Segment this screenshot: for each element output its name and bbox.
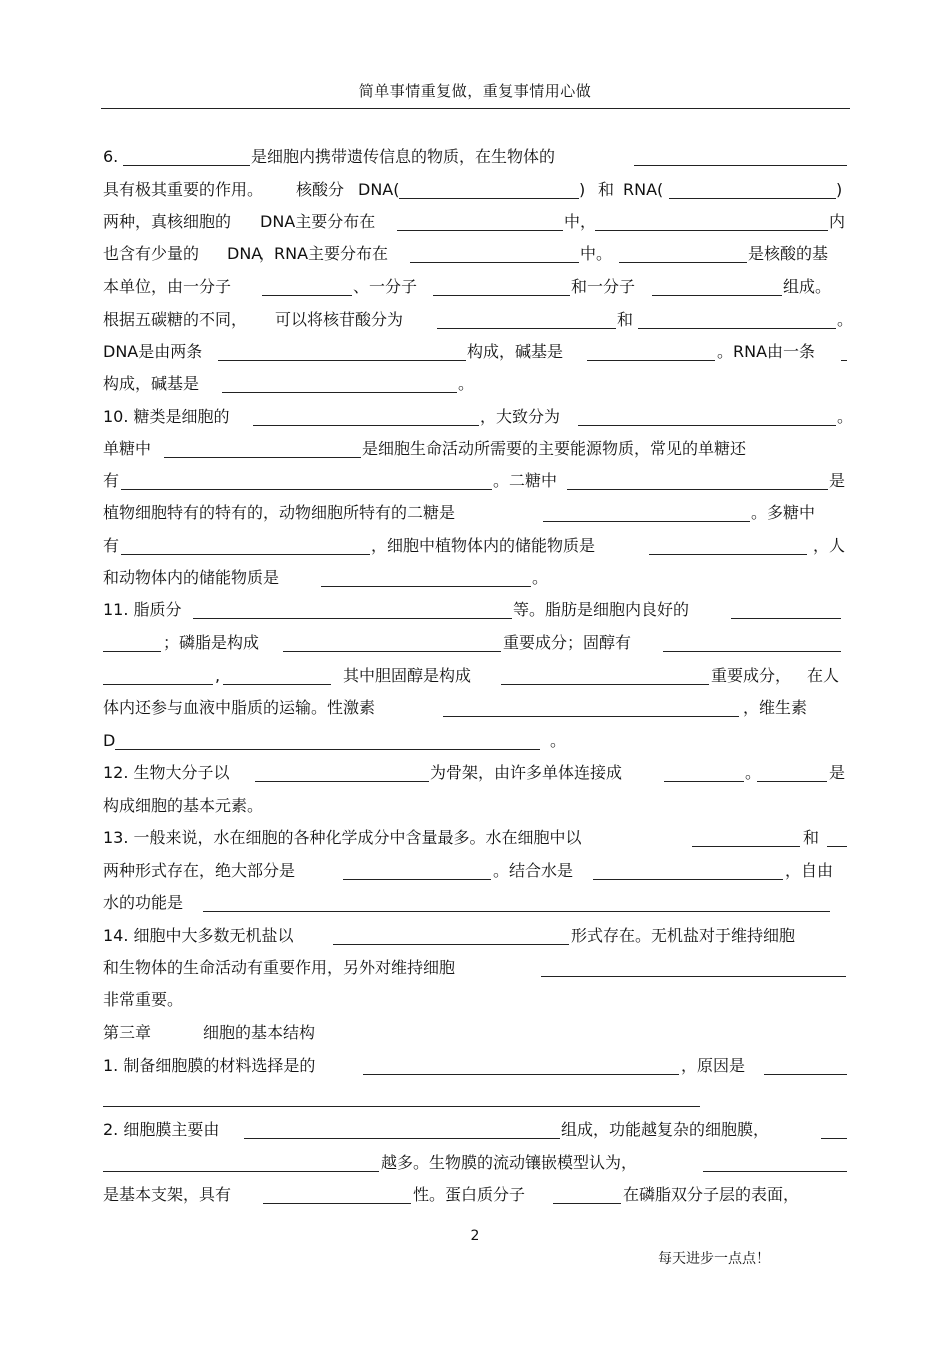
answer-blank[interactable] — [203, 911, 830, 912]
answer-blank[interactable] — [634, 165, 847, 166]
answer-blank[interactable] — [321, 586, 531, 587]
text-line — [103, 371, 847, 397]
text-segment: 是 — [829, 471, 846, 490]
text-segment: 14. 细胞中大多数无机盐以 — [103, 926, 294, 945]
text-segment: 。多糖中 — [751, 503, 816, 522]
answer-blank[interactable] — [103, 1171, 379, 1172]
text-line — [103, 728, 847, 754]
text-segment: 和 — [803, 828, 820, 847]
text-line — [103, 1117, 847, 1143]
text-segment: 。 — [532, 568, 549, 587]
text-segment: 是细胞生命活动所需要的主要能源物质，常见的单糖还 — [362, 439, 747, 458]
answer-blank[interactable] — [764, 1074, 847, 1075]
text-segment: 。二糖中 — [493, 471, 558, 490]
answer-blank[interactable] — [703, 1171, 847, 1172]
text-line — [103, 274, 847, 300]
text-line — [103, 695, 847, 721]
answer-blank[interactable] — [664, 781, 744, 782]
answer-blank[interactable] — [757, 781, 827, 782]
answer-blank[interactable] — [541, 976, 846, 977]
answer-blank[interactable] — [827, 846, 847, 847]
answer-blank[interactable] — [223, 684, 331, 685]
text-line — [103, 436, 847, 462]
text-segment: 形式存在。无机盐对于维持细胞 — [571, 926, 796, 945]
text-segment: 1. 制备细胞膜的材料选择是的 — [103, 1056, 316, 1075]
answer-blank[interactable] — [244, 1138, 560, 1139]
text-segment: ) — [579, 180, 586, 199]
text-segment: 中， — [564, 212, 597, 231]
header-slogan: 简单事情重复做，重复事情用心做 — [358, 82, 592, 100]
answer-blank[interactable] — [638, 328, 836, 329]
answer-blank[interactable] — [222, 392, 457, 393]
answer-blank[interactable] — [587, 360, 715, 361]
text-segment: 是 — [829, 763, 846, 782]
text-segment: , — [215, 666, 221, 685]
text-segment: 。 — [837, 407, 854, 426]
text-segment: 其中胆固醇是构成 — [343, 666, 472, 685]
text-segment: 构成细胞的基本元素。 — [103, 796, 264, 815]
text-segment: ， — [259, 244, 276, 263]
text-segment: 和 — [617, 310, 634, 329]
answer-blank[interactable] — [443, 716, 739, 717]
text-segment: 6. — [103, 147, 119, 166]
page-number: 2 — [470, 1228, 480, 1244]
text-segment: 单糖中 — [103, 439, 152, 458]
text-line — [103, 404, 854, 430]
text-segment: ，原因是 — [681, 1056, 746, 1075]
text-segment: DNA是由两条 — [103, 342, 203, 361]
chapter-title: 细胞的基本结构 — [203, 1023, 316, 1042]
answer-blank[interactable] — [433, 295, 570, 296]
answer-blank[interactable] — [553, 1203, 621, 1204]
text-segment: 重要成分， — [711, 666, 792, 685]
text-segment: 可以将核苷酸分为 — [275, 310, 404, 329]
answer-blank[interactable] — [578, 425, 836, 426]
text-segment: 。 — [837, 310, 854, 329]
text-segment: 是基本支架，具有 — [103, 1185, 232, 1204]
text-segment: 在磷脂双分子层的表面， — [623, 1185, 800, 1204]
text-segment: 组成，功能越复杂的细胞膜， — [561, 1120, 770, 1139]
text-segment: 和生物体的生命活动有重要作用，另外对维持细胞 — [103, 958, 456, 977]
answer-blank[interactable] — [115, 749, 540, 750]
text-segment: 。 — [745, 763, 762, 782]
text-segment: 2. 细胞膜主要由 — [103, 1120, 220, 1139]
answer-blank[interactable] — [652, 295, 782, 296]
text-segment: 组成。 — [783, 277, 832, 296]
text-segment: 有 — [103, 536, 120, 555]
answer-blank[interactable] — [103, 1106, 700, 1107]
text-segment: DNA — [227, 244, 263, 263]
header-rule — [101, 108, 850, 109]
answer-blank[interactable] — [397, 230, 563, 231]
answer-blank[interactable] — [343, 879, 491, 880]
text-segment: ，人 — [813, 536, 846, 555]
text-segment: ，维生素 — [743, 698, 808, 717]
chapter-label: 第三章 — [103, 1023, 152, 1042]
answer-blank[interactable] — [649, 554, 807, 555]
text-segment: 也含有少量的 — [103, 244, 200, 263]
text-segment: 和动物体内的储能物质是 — [103, 568, 280, 587]
text-segment: 12. 生物大分子以 — [103, 763, 230, 782]
text-line — [103, 987, 847, 1013]
chapter-heading — [103, 1020, 847, 1046]
text-line — [103, 500, 847, 526]
answer-blank[interactable] — [669, 198, 836, 199]
text-segment: 在人 — [807, 666, 840, 685]
answer-blank[interactable] — [121, 554, 370, 555]
text-segment: 是核酸的基 — [748, 244, 829, 263]
answer-blank[interactable] — [164, 457, 361, 458]
text-segment: 是细胞内携带遗传信息的物质，在生物体的 — [251, 147, 556, 166]
text-line — [103, 793, 847, 819]
text-segment: 构成，碱基是 — [467, 342, 564, 361]
text-segment: 中。 — [580, 244, 613, 263]
answer-blank[interactable] — [821, 1138, 847, 1139]
text-segment: 体内还参与血液中脂质的运输。性激素 — [103, 698, 376, 717]
answer-blank[interactable] — [567, 489, 828, 490]
text-line — [103, 209, 847, 235]
text-line — [103, 858, 847, 884]
text-segment: ；磷脂是构成 — [163, 633, 260, 652]
answer-blank[interactable] — [283, 651, 501, 652]
answer-blank[interactable] — [333, 944, 569, 945]
answer-blank[interactable] — [363, 1074, 679, 1075]
text-segment: 和一分子 — [571, 277, 636, 296]
text-segment: ，大致分为 — [480, 407, 561, 426]
text-segment: 本单位，由一分子 — [103, 277, 232, 296]
text-line — [103, 1085, 847, 1111]
text-segment: 和 — [598, 180, 615, 199]
text-segment: 重要成分；固醇有 — [503, 633, 632, 652]
text-segment: 植物细胞特有的特有的，动物细胞所特有的二糖是 — [103, 503, 456, 522]
text-segment: DNA主要分布在 — [260, 212, 376, 231]
answer-blank[interactable] — [501, 684, 709, 685]
answer-blank[interactable] — [619, 262, 747, 263]
answer-blank[interactable] — [663, 651, 841, 652]
text-segment: RNA主要分布在 — [274, 244, 389, 263]
text-line — [103, 890, 847, 916]
text-line — [103, 144, 847, 170]
text-line — [103, 177, 847, 203]
text-line — [103, 533, 847, 559]
text-segment: 两种形式存在，绝大部分是 — [103, 861, 296, 880]
text-segment: 内 — [829, 212, 846, 231]
answer-blank[interactable] — [437, 328, 616, 329]
footer-motto: 每天进步一点点！ — [658, 1251, 770, 1267]
text-segment: 。RNA由一条 — [717, 342, 816, 361]
text-line — [103, 468, 847, 494]
text-segment: ，细胞中植物体内的储能物质是 — [371, 536, 596, 555]
answer-blank[interactable] — [399, 198, 579, 199]
text-line — [103, 339, 847, 365]
answer-blank[interactable] — [595, 230, 828, 231]
text-segment: 根据五碳糖的不同， — [103, 310, 248, 329]
text-line — [103, 597, 847, 623]
answer-blank[interactable] — [103, 684, 213, 685]
answer-blank[interactable] — [841, 360, 847, 361]
answer-blank[interactable] — [253, 425, 479, 426]
text-segment: 13. 一般来说，水在细胞的各种化学成分中含量最多。水在细胞中以 — [103, 828, 582, 847]
text-segment: 为骨架，由许多单体连接成 — [430, 763, 623, 782]
answer-blank[interactable] — [593, 879, 783, 880]
answer-blank[interactable] — [218, 360, 466, 361]
text-line — [103, 825, 847, 851]
text-segment: RNA( — [623, 180, 664, 199]
answer-blank[interactable] — [263, 1203, 411, 1204]
answer-blank[interactable] — [731, 618, 841, 619]
text-line — [103, 663, 847, 689]
text-segment: 。结合水是 — [493, 861, 574, 880]
answer-blank[interactable] — [193, 618, 512, 619]
text-segment: 构成，碱基是 — [103, 374, 200, 393]
text-segment: 等。脂肪是细胞内良好的 — [513, 600, 690, 619]
answer-blank[interactable] — [121, 489, 492, 490]
text-segment: 。 — [550, 731, 567, 750]
text-segment: 水的功能是 — [103, 893, 184, 912]
text-segment: 性。蛋白质分子 — [413, 1185, 526, 1204]
text-segment: 非常重要。 — [103, 990, 184, 1009]
text-line — [103, 1182, 847, 1208]
answer-blank[interactable] — [410, 262, 579, 263]
text-segment: 、一分子 — [353, 277, 418, 296]
text-segment: 有 — [103, 471, 120, 490]
answer-blank[interactable] — [692, 846, 800, 847]
text-line — [103, 565, 847, 591]
text-segment: 11. 脂质分 — [103, 600, 182, 619]
text-segment: 10. 糖类是细胞的 — [103, 407, 230, 426]
text-line — [103, 630, 847, 656]
text-segment: 。 — [458, 374, 475, 393]
answer-blank[interactable] — [103, 651, 161, 652]
text-line — [103, 1053, 847, 1079]
answer-blank[interactable] — [123, 165, 250, 166]
text-segment: 具有极其重要的作用。 — [103, 180, 264, 199]
text-segment: 越多。生物膜的流动镶嵌模型认为， — [381, 1153, 638, 1172]
answer-blank[interactable] — [255, 781, 429, 782]
text-line — [103, 760, 847, 786]
text-segment: ，自由 — [785, 861, 834, 880]
text-segment: DNA( — [358, 180, 400, 199]
text-segment: ) — [836, 180, 843, 199]
text-line — [103, 923, 847, 949]
text-line — [103, 1150, 847, 1176]
text-line — [103, 241, 847, 267]
answer-blank[interactable] — [262, 295, 352, 296]
answer-blank[interactable] — [543, 521, 750, 522]
text-segment: 两种，真核细胞的 — [103, 212, 232, 231]
text-line — [103, 307, 854, 333]
text-segment: 核酸分 — [296, 180, 345, 199]
text-line — [103, 955, 847, 981]
text-segment: D — [103, 731, 116, 750]
